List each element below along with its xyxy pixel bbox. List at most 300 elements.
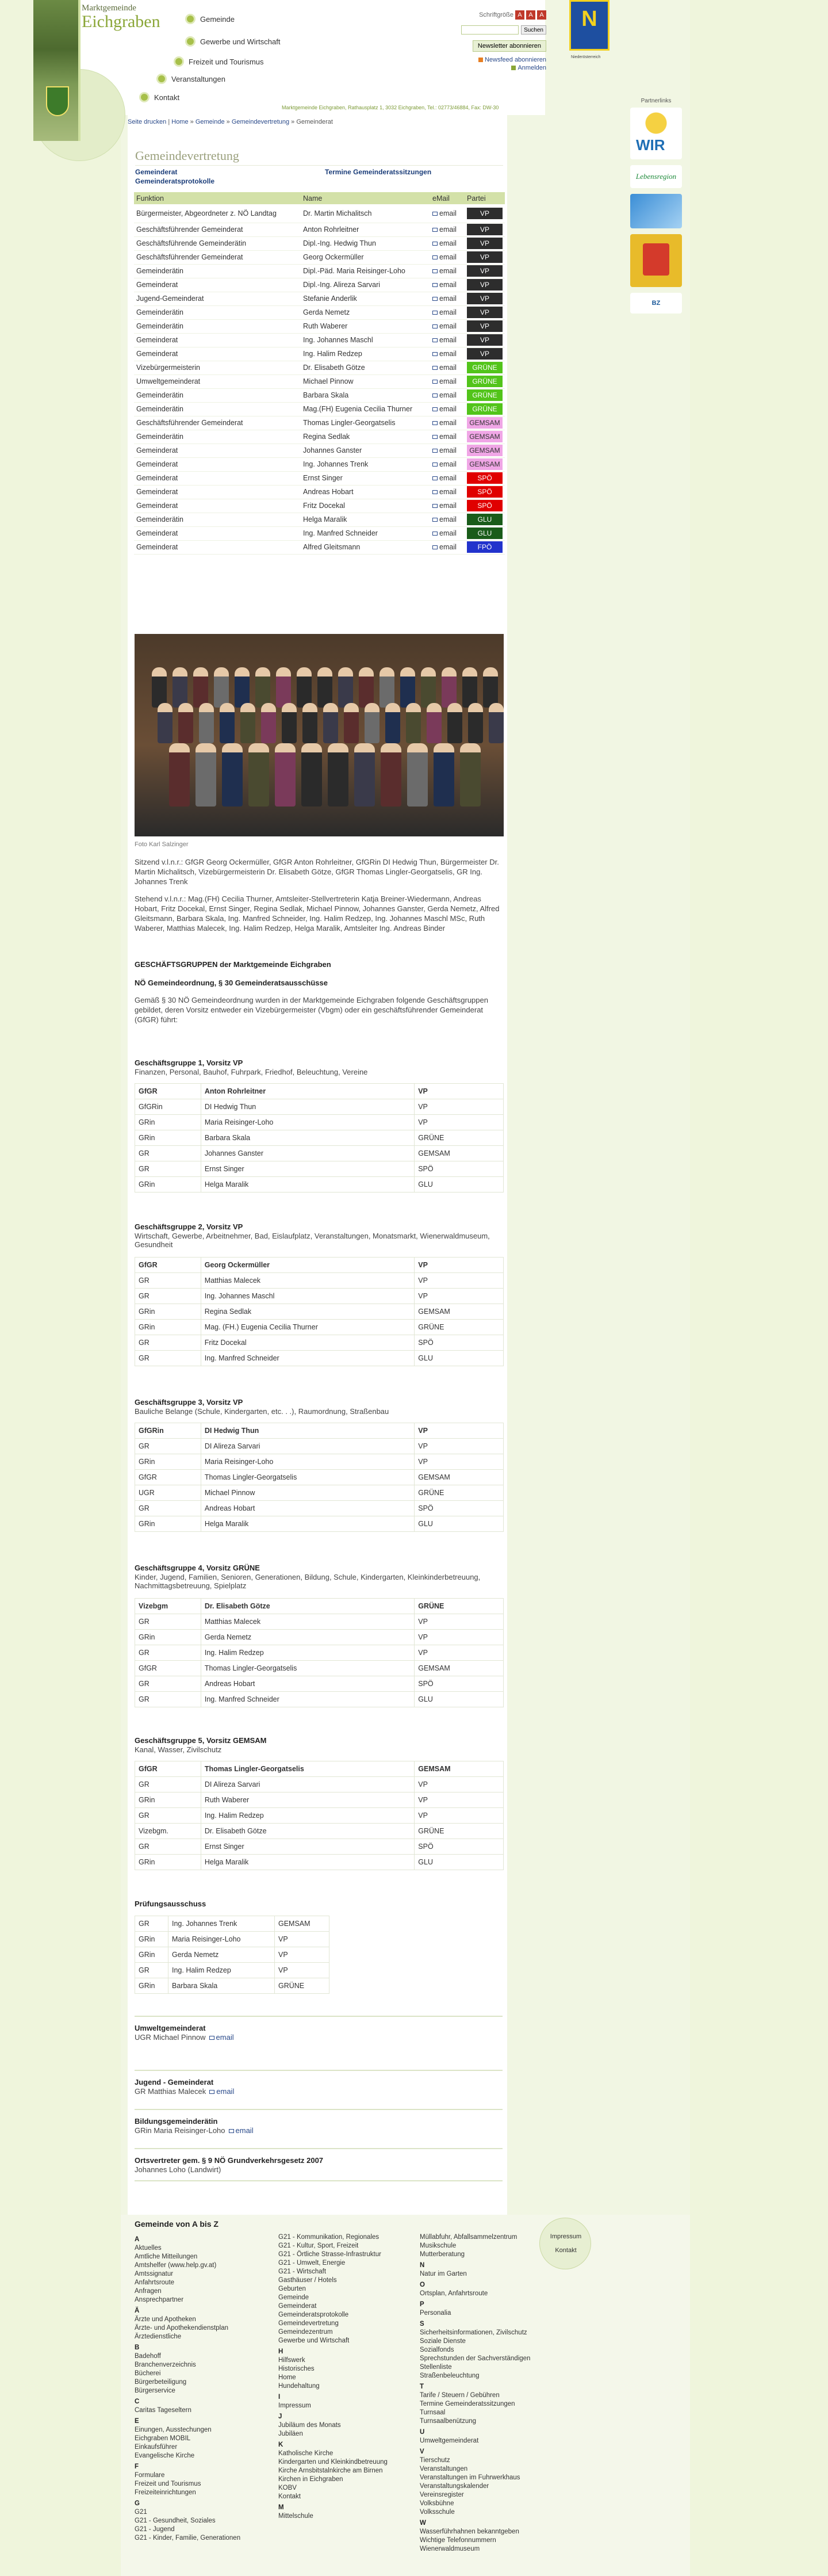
footer-link[interactable]: Jubiläum des Monats [278,2422,341,2429]
member-function: Bürgermeister, Abgeordneter z. NÖ Landtag [134,204,301,223]
footer-link[interactable]: Katholische Kirche [278,2450,334,2457]
footer-link[interactable]: Ortsplan, Anfahrtsroute [420,2290,488,2297]
footer-link[interactable]: Impressum [278,2402,311,2409]
photo-person [338,667,353,708]
footer-link[interactable]: Eichgraben MOBIL [135,2435,191,2442]
footer-link[interactable]: Bücherei [135,2370,161,2377]
member-row [134,430,505,444]
standing-description: Stehend v.l.n.r.: Mag.(FH) Cecilia Thurner, Amtsleiter-Stellvertreterin Katja Breiner-Wiedermann, Andreas Hobart, Fritz Docekal, Ernst Singer, Regina Sedlak, Michael Pinnow, Johannes Ganster, Gerda Nemetz, Alfred Gleitsmann, Barbara Skala, Ing. Manfred Schneider, Ing. Halim Redzep, Ing. Johannes Maschl MSc, Ruth Waberer, Matthias Malecek, Ing. Halim Redzep, Helga Maralik, Amtsleiter Ing. Andreas Binder [135,895,500,932]
member-email-link[interactable] [430,416,465,430]
title-divider [135,165,503,166]
footer-link[interactable]: Sozialfonds [420,2346,454,2353]
group-role: Vizebgm [135,1599,201,1614]
footer-link[interactable]: Historisches [278,2365,315,2372]
footer-link[interactable]: Tierschutz [420,2457,450,2464]
footer-link[interactable]: Geburten [278,2285,306,2292]
footer-link[interactable]: Anfragen [135,2288,162,2295]
email-label: email [439,295,457,303]
newsletter-button[interactable]: Newsletter abonnieren [473,40,546,52]
fontsize-small-button[interactable]: A [515,10,524,20]
footer-link[interactable]: Turnsaalbenützung [420,2418,477,2425]
footer-link[interactable]: Gemeinderatsprotokolle [278,2311,349,2318]
member-email-link[interactable] [430,485,465,499]
footer-link[interactable]: Stellenliste [420,2364,452,2371]
impressum-button[interactable]: Impressum [550,2233,582,2240]
photo-person [462,667,477,708]
group-table [135,1423,504,1532]
footer-column-2 [278,2233,405,2521]
footer-link[interactable]: Umweltgemeinderat [420,2437,479,2444]
pruefung-title: Prüfungsausschuss [135,1899,206,1908]
footer-link[interactable]: Ärzte und Apotheken [135,2316,196,2323]
group-role: GR [135,1351,201,1366]
email-label: email [439,515,457,523]
photo-person [489,703,504,743]
subnav-termine[interactable]: Termine Gemeinderatssitzungen [325,168,432,176]
group-role: GR [135,1645,201,1661]
member-row [134,319,505,333]
member-party [465,292,505,305]
email-label: email [439,419,457,427]
footer-link[interactable]: G21 - Gesundheit, Soziales [135,2517,216,2524]
footer-link[interactable]: Branchenverzeichnis [135,2361,196,2368]
group-member: Ruth Waberer [201,1793,414,1808]
photo-person [220,703,235,743]
footer-link[interactable]: Straßenbeleuchtung [420,2372,480,2379]
group-row [135,1099,504,1115]
member-email-link[interactable] [430,471,465,485]
envelope-icon [432,352,438,356]
member-email-link[interactable] [430,374,465,388]
group-party: VP [415,1289,504,1304]
footer-link[interactable]: Freizeiteinrichtungen [135,2489,196,2496]
member-email-link[interactable] [430,430,465,444]
email-label: email [439,543,457,551]
group-role: GR [135,1501,201,1516]
print-link[interactable]: Seite drucken [128,119,167,125]
footer-link[interactable]: Ärztedienstliche [135,2333,182,2340]
group-member: DI Alireza Sarvari [201,1777,414,1793]
group-role: GRin [135,1177,201,1193]
group-row [135,1661,504,1676]
logo-big-text: Eichgraben [82,12,160,31]
footer-link[interactable]: G21 [135,2509,147,2516]
group-row [135,1084,504,1099]
email-label: email [439,446,457,454]
footer-link[interactable]: Kirche Arnsbitstalnkirche am Birnen [278,2467,383,2474]
footer-link[interactable]: Jubiläen [278,2430,303,2437]
group-row [135,1115,504,1130]
group-party: GRÜNE [415,1485,504,1501]
photo-person [248,743,269,807]
group-party: GLU [415,1351,504,1366]
search-button[interactable]: Suchen [521,25,546,35]
party-badge: GRÜNE [467,362,503,373]
member-row [134,347,505,361]
group-row [135,1692,504,1707]
member-party [465,333,505,347]
footer-column-1 [135,2233,261,2543]
nav-item-gewerbe[interactable] [185,36,280,47]
group-member: Thomas Lingler-Georgatselis [201,1661,414,1676]
login-icon [511,66,516,70]
member-party [465,223,505,236]
fontsize-large-button[interactable]: A [537,10,546,20]
member-email-link[interactable] [430,333,465,347]
member-email-link[interactable] [430,204,465,223]
footer-link[interactable]: Gemeindevertretung [278,2320,339,2327]
footer-link[interactable]: Ärzte- und Apothekendienstplan [135,2325,229,2332]
group-description: Finanzen, Personal, Bauhof, Fuhrpark, Friedhof, Beleuchtung, Vereine [135,1068,368,1076]
group-row [135,1273,504,1289]
group-member: Dr. Elisabeth Götze [201,1599,414,1614]
footer-link[interactable]: G21 - Wirtschaft [278,2268,327,2275]
photo-person [193,667,208,708]
member-email-link[interactable] [430,223,465,236]
footer-link[interactable]: G21 - Kommunikation, Regionales [278,2234,379,2241]
group-row [135,1289,504,1304]
footer-link[interactable]: Gemeinde [278,2294,309,2301]
group-title: Geschäftsgruppe 3, Vorsitz VP [135,1398,243,1407]
photo-person [354,743,375,807]
photo-person [240,703,255,743]
footer-link[interactable]: Amtssignatur [135,2271,174,2277]
member-email-link[interactable] [430,305,465,319]
group-role: GRin [135,1855,201,1870]
footer-link[interactable]: Formulare [135,2472,165,2479]
footer-link[interactable]: Freizeit und Tourismus [135,2481,201,2487]
group-member: Thomas Lingler-Georgatselis [201,1761,414,1777]
footer-link[interactable]: Badehoff [135,2353,161,2360]
section-person: GRin Maria Reisinger-Loho [135,2126,225,2135]
pruefung-member: Ing. Johannes Trenk [168,1916,275,1932]
member-name: Alfred Gleitsmann [301,540,430,554]
breadcrumb-gemeinde[interactable]: Gemeinde [195,119,225,125]
party-badge: GRÜNE [467,376,503,387]
footer-link[interactable]: Termine Gemeinderatssitzungen [420,2401,515,2407]
party-badge: VP [467,320,503,332]
search-input[interactable] [461,25,519,35]
envelope-icon [432,297,438,301]
sitting-description: Sitzend v.l.n.r.: GfGR Georg Ockermüller, GfGR Anton Rohrleitner, GfGRin DI Hedwig Thun, Bürgermeister Dr. Martin Michalitsch, Vizebürgermeisterin Dr. Elisabeth Götze, GfGR Thomas Lingler-Georgatselis, GR Ing. Johannes Trenk [135,858,499,886]
footer-link[interactable]: Personalia [420,2310,451,2317]
member-party [465,204,505,223]
col-partei: Partei [465,192,505,204]
footer-link[interactable]: Turnsaal [420,2409,446,2416]
group-row [135,1824,504,1839]
footer-link[interactable]: Veranstaltungskalender [420,2483,489,2490]
email-label: email [439,336,457,344]
fontsize-label: Schriftgröße [479,12,513,18]
member-row [134,499,505,513]
photo-person [282,703,297,743]
member-row [134,402,505,416]
section-title: Umweltgemeinderat [135,2024,206,2032]
photo-person [447,703,462,743]
party-badge: VP [467,238,503,249]
member-email-link[interactable] [430,388,465,402]
member-row [134,361,505,374]
section-email-link[interactable] [209,2087,234,2096]
party-badge: GEMSAM [467,431,503,442]
footer-link[interactable]: Tarife / Steuern / Gebühren [420,2392,500,2399]
group-party: GEMSAM [415,1470,504,1485]
photo-person [302,703,317,743]
footer-link[interactable]: G21 - Kinder, Familie, Generationen [135,2535,241,2541]
site-logo[interactable] [82,3,160,30]
photo-caption: Foto Karl Salzinger [135,841,189,848]
member-function: Geschäftsführender Gemeinderat [134,250,301,264]
member-function: Gemeinderätin [134,319,301,333]
subnav-protokolle[interactable]: Gemeinderatsprotokolle [135,177,215,185]
party-badge: FPÖ [467,541,503,553]
breadcrumb-home[interactable]: Home [171,119,189,125]
breadcrumb-gemeindevertretung[interactable]: Gemeindevertretung [231,119,290,125]
group-party: GEMSAM [415,1146,504,1161]
pruefung-member: Barbara Skala [168,1978,275,1994]
member-name: Anton Rohrleitner [301,223,430,236]
footer-link[interactable]: Gasthäuser / Hotels [278,2277,337,2284]
envelope-icon [432,380,438,384]
footer-link[interactable]: Kontakt [278,2493,301,2500]
group-member: Johannes Ganster [201,1146,414,1161]
member-name: Ing. Johannes Trenk [301,457,430,471]
section-email-link[interactable] [229,2126,254,2135]
fontsize-medium-button[interactable]: A [526,10,535,20]
member-function: Gemeinderätin [134,388,301,402]
member-email-link[interactable] [430,236,465,250]
group-member: Ernst Singer [201,1839,414,1855]
footer-link[interactable]: KOBV [278,2485,297,2491]
pruefung-role: GRin [135,1932,168,1947]
member-email-link[interactable] [430,264,465,278]
kontakt-button[interactable]: Kontakt [555,2247,577,2254]
member-name: Regina Sedlak [301,430,430,444]
footer-link[interactable]: G21 - Kultur, Sport, Freizeit [278,2242,359,2249]
member-name: Ruth Waberer [301,319,430,333]
party-badge: VP [467,348,503,360]
partner-wir-logo[interactable] [630,108,682,159]
nav-item-gemeinde[interactable] [185,14,235,24]
footer-link[interactable]: G21 - Örtliche Strasse-Infrastruktur [278,2251,381,2258]
group-party: VP [415,1099,504,1115]
member-email-link[interactable] [430,347,465,361]
member-party [465,402,505,416]
footer-link[interactable]: Musikschule [420,2242,457,2249]
noe-text: Gemäß § 30 NÖ Gemeindeordnung wurden in der Marktgemeinde Eichgraben folgende Geschäftsgruppen gebildet, deren Vorsitz entweder ein Vizebürgermeister (Vbgm) oder ein geschäftsführender Gemeinderat (GfGR) führt: [135,996,488,1024]
group-role: GR [135,1146,201,1161]
footer-link[interactable]: Hundehaltung [278,2383,320,2390]
footer-letter: K [278,2441,283,2448]
group-role: GRin [135,1115,201,1130]
pruefung-row [135,1916,329,1932]
member-function: Gemeinderat [134,347,301,361]
login-link[interactable] [454,64,546,71]
footer-link[interactable]: Vereinsregister [420,2491,464,2498]
photo-person [323,703,338,743]
party-badge: GEMSAM [467,458,503,470]
group-row [135,1614,504,1630]
footer-link[interactable]: Natur im Garten [420,2271,467,2277]
member-name: Georg Ockermüller [301,250,430,264]
partner-sib-logo[interactable] [630,234,682,287]
member-email-link[interactable] [430,250,465,264]
footer-letter: T [420,2383,424,2390]
photo-person [195,743,216,807]
group-title: Geschäftsgruppe 4, Vorsitz GRÜNE [135,1564,260,1572]
member-function: Gemeinderat [134,278,301,292]
footer-link[interactable]: Ansprechpartner [135,2296,184,2303]
group-row [135,1808,504,1824]
member-email-link[interactable] [430,499,465,513]
group-role: GRin [135,1320,201,1335]
footer-link[interactable]: Anfahrtsroute [135,2279,175,2286]
group-member: Helga Maralik [201,1516,414,1532]
photo-person [365,703,379,743]
footer-link[interactable]: Aktuelles [135,2245,162,2252]
section-email-link[interactable] [209,2033,234,2042]
niederoesterreich-logo[interactable] [569,0,610,59]
footer-link[interactable]: Kindergarten und Kleinkindbetreuung [278,2459,388,2466]
member-party [465,430,505,444]
group-party: SPÖ [415,1501,504,1516]
member-row [134,485,505,499]
footer-link[interactable]: Veranstaltungen im Fuhrwerkhaus [420,2474,520,2481]
footer-link[interactable]: Bürgerservice [135,2387,175,2394]
member-email-link[interactable] [430,319,465,333]
footer-link[interactable]: Mutterberatung [420,2251,465,2258]
member-name: Barbara Skala [301,388,430,402]
breadcrumb-current: Gemeinderat [296,119,333,125]
partner-links [624,98,688,319]
section-text [135,2033,234,2042]
member-party [465,236,505,250]
municipality-crest-icon [46,86,69,116]
footer-link[interactable]: Evangelische Kirche [135,2452,195,2459]
footer-link[interactable]: Wichtige Telefonnummern [420,2537,496,2544]
envelope-icon [432,532,438,536]
member-email-link[interactable] [430,513,465,526]
member-email-link[interactable] [430,278,465,292]
nav-item-kontakt[interactable] [139,92,179,102]
footer-link[interactable]: Caritas Tageseltern [135,2407,191,2414]
footer-link[interactable]: Amtliche Mitteilungen [135,2253,198,2260]
pruefung-role: GRin [135,1978,168,1994]
group-role: GR [135,1439,201,1454]
footer-link[interactable]: Gemeinderat [278,2303,317,2310]
member-function: Vizebürgermeisterin [134,361,301,374]
group-row [135,1599,504,1614]
group-row [135,1645,504,1661]
envelope-icon [432,283,438,287]
member-email-link[interactable] [430,526,465,540]
member-email-link[interactable] [430,444,465,457]
subnav-gemeinderat[interactable]: Gemeinderat [135,168,178,176]
member-function: Geschäftsführende Gemeinderätin [134,236,301,250]
envelope-icon [209,2036,214,2040]
group-role: GRin [135,1454,201,1470]
footer-link[interactable]: Einkaufsführer [135,2444,178,2451]
section-divider [135,2016,503,2017]
party-badge: SPÖ [467,472,503,484]
footer-link[interactable]: Gemeindezentrum [278,2329,333,2336]
member-email-link[interactable] [430,292,465,305]
footer-link[interactable]: Veranstaltungen [420,2466,468,2472]
envelope-icon [432,545,438,549]
footer-link[interactable]: Sprechstunden der Sachverständigen [420,2355,531,2362]
footer-link[interactable]: Wienerwaldmuseum [420,2546,480,2552]
envelope-icon [209,2090,214,2094]
member-email-link[interactable] [430,402,465,416]
member-party [465,471,505,485]
email-label: email [439,226,457,234]
footer-link[interactable]: G21 - Jugend [135,2526,175,2533]
group-row [135,1855,504,1870]
footer-link[interactable]: Mittelschule [278,2513,313,2520]
email-label: email [439,460,457,468]
footer-link[interactable]: G21 - Umwelt, Energie [278,2260,346,2267]
group-member: Maria Reisinger-Loho [201,1454,414,1470]
partner-wir-label: WIR [636,136,665,154]
member-function: Gemeinderat [134,526,301,540]
footer-link[interactable]: Volksbühne [420,2500,454,2507]
group-role: UGR [135,1485,201,1501]
member-row [134,236,505,250]
party-badge: VP [467,334,503,346]
member-name: Ing. Manfred Schneider [301,526,430,540]
newsfeed-link[interactable] [454,56,546,63]
member-email-link[interactable] [430,361,465,374]
footer-link[interactable]: Sicherheitsinformationen, Zivilschutz [420,2329,527,2336]
footer-letter: G [135,2500,140,2507]
footer-link[interactable]: Müllabfuhr, Abfallsammelzentrum [420,2234,518,2241]
footer-letter: N [420,2262,425,2269]
footer-link[interactable]: Soziale Dienste [420,2338,466,2345]
member-email-link[interactable] [430,540,465,554]
group-role: GfGR [135,1661,201,1676]
pruefung-party: GEMSAM [275,1916,329,1932]
pruefung-row [135,1932,329,1947]
nav-item-freizeit[interactable] [174,56,264,67]
footer-link[interactable]: Home [278,2374,296,2381]
footer-letter: U [420,2429,425,2436]
left-background [0,0,121,2576]
footer-link[interactable]: Bürgerbeteiligung [135,2379,187,2386]
partner-bz-logo[interactable]: BZ [630,293,682,314]
photo-middle-row [158,703,504,743]
members-table [134,192,505,555]
nav-label: Gemeinde [200,14,235,24]
partner-lebensregion-logo[interactable]: Lebensregion [630,165,682,188]
footer-link[interactable]: Gewerbe und Wirtschaft [278,2337,350,2344]
footer-letter: V [420,2448,424,2455]
partner-wienerwald-logo[interactable] [630,194,682,228]
group-row [135,1777,504,1793]
footer-link[interactable]: Hilfswerk [278,2357,305,2364]
group-row [135,1439,504,1454]
footer-link[interactable]: Volksschule [420,2509,455,2516]
footer-link[interactable]: Einungen, Ausstechungen [135,2426,212,2433]
tool-links [454,52,546,71]
group-party: GLU [415,1855,504,1870]
nav-item-veranstaltungen[interactable] [156,74,225,84]
member-email-link[interactable] [430,457,465,471]
footer-link[interactable]: Kirchen in Eichgraben [278,2476,343,2483]
member-row [134,471,505,485]
photo-person [261,703,276,743]
footer-link[interactable]: Amtshelfer (www.help.gv.at) [135,2262,217,2269]
footer-link[interactable]: Wasserführhahnen bekanntgeben [420,2528,519,2535]
